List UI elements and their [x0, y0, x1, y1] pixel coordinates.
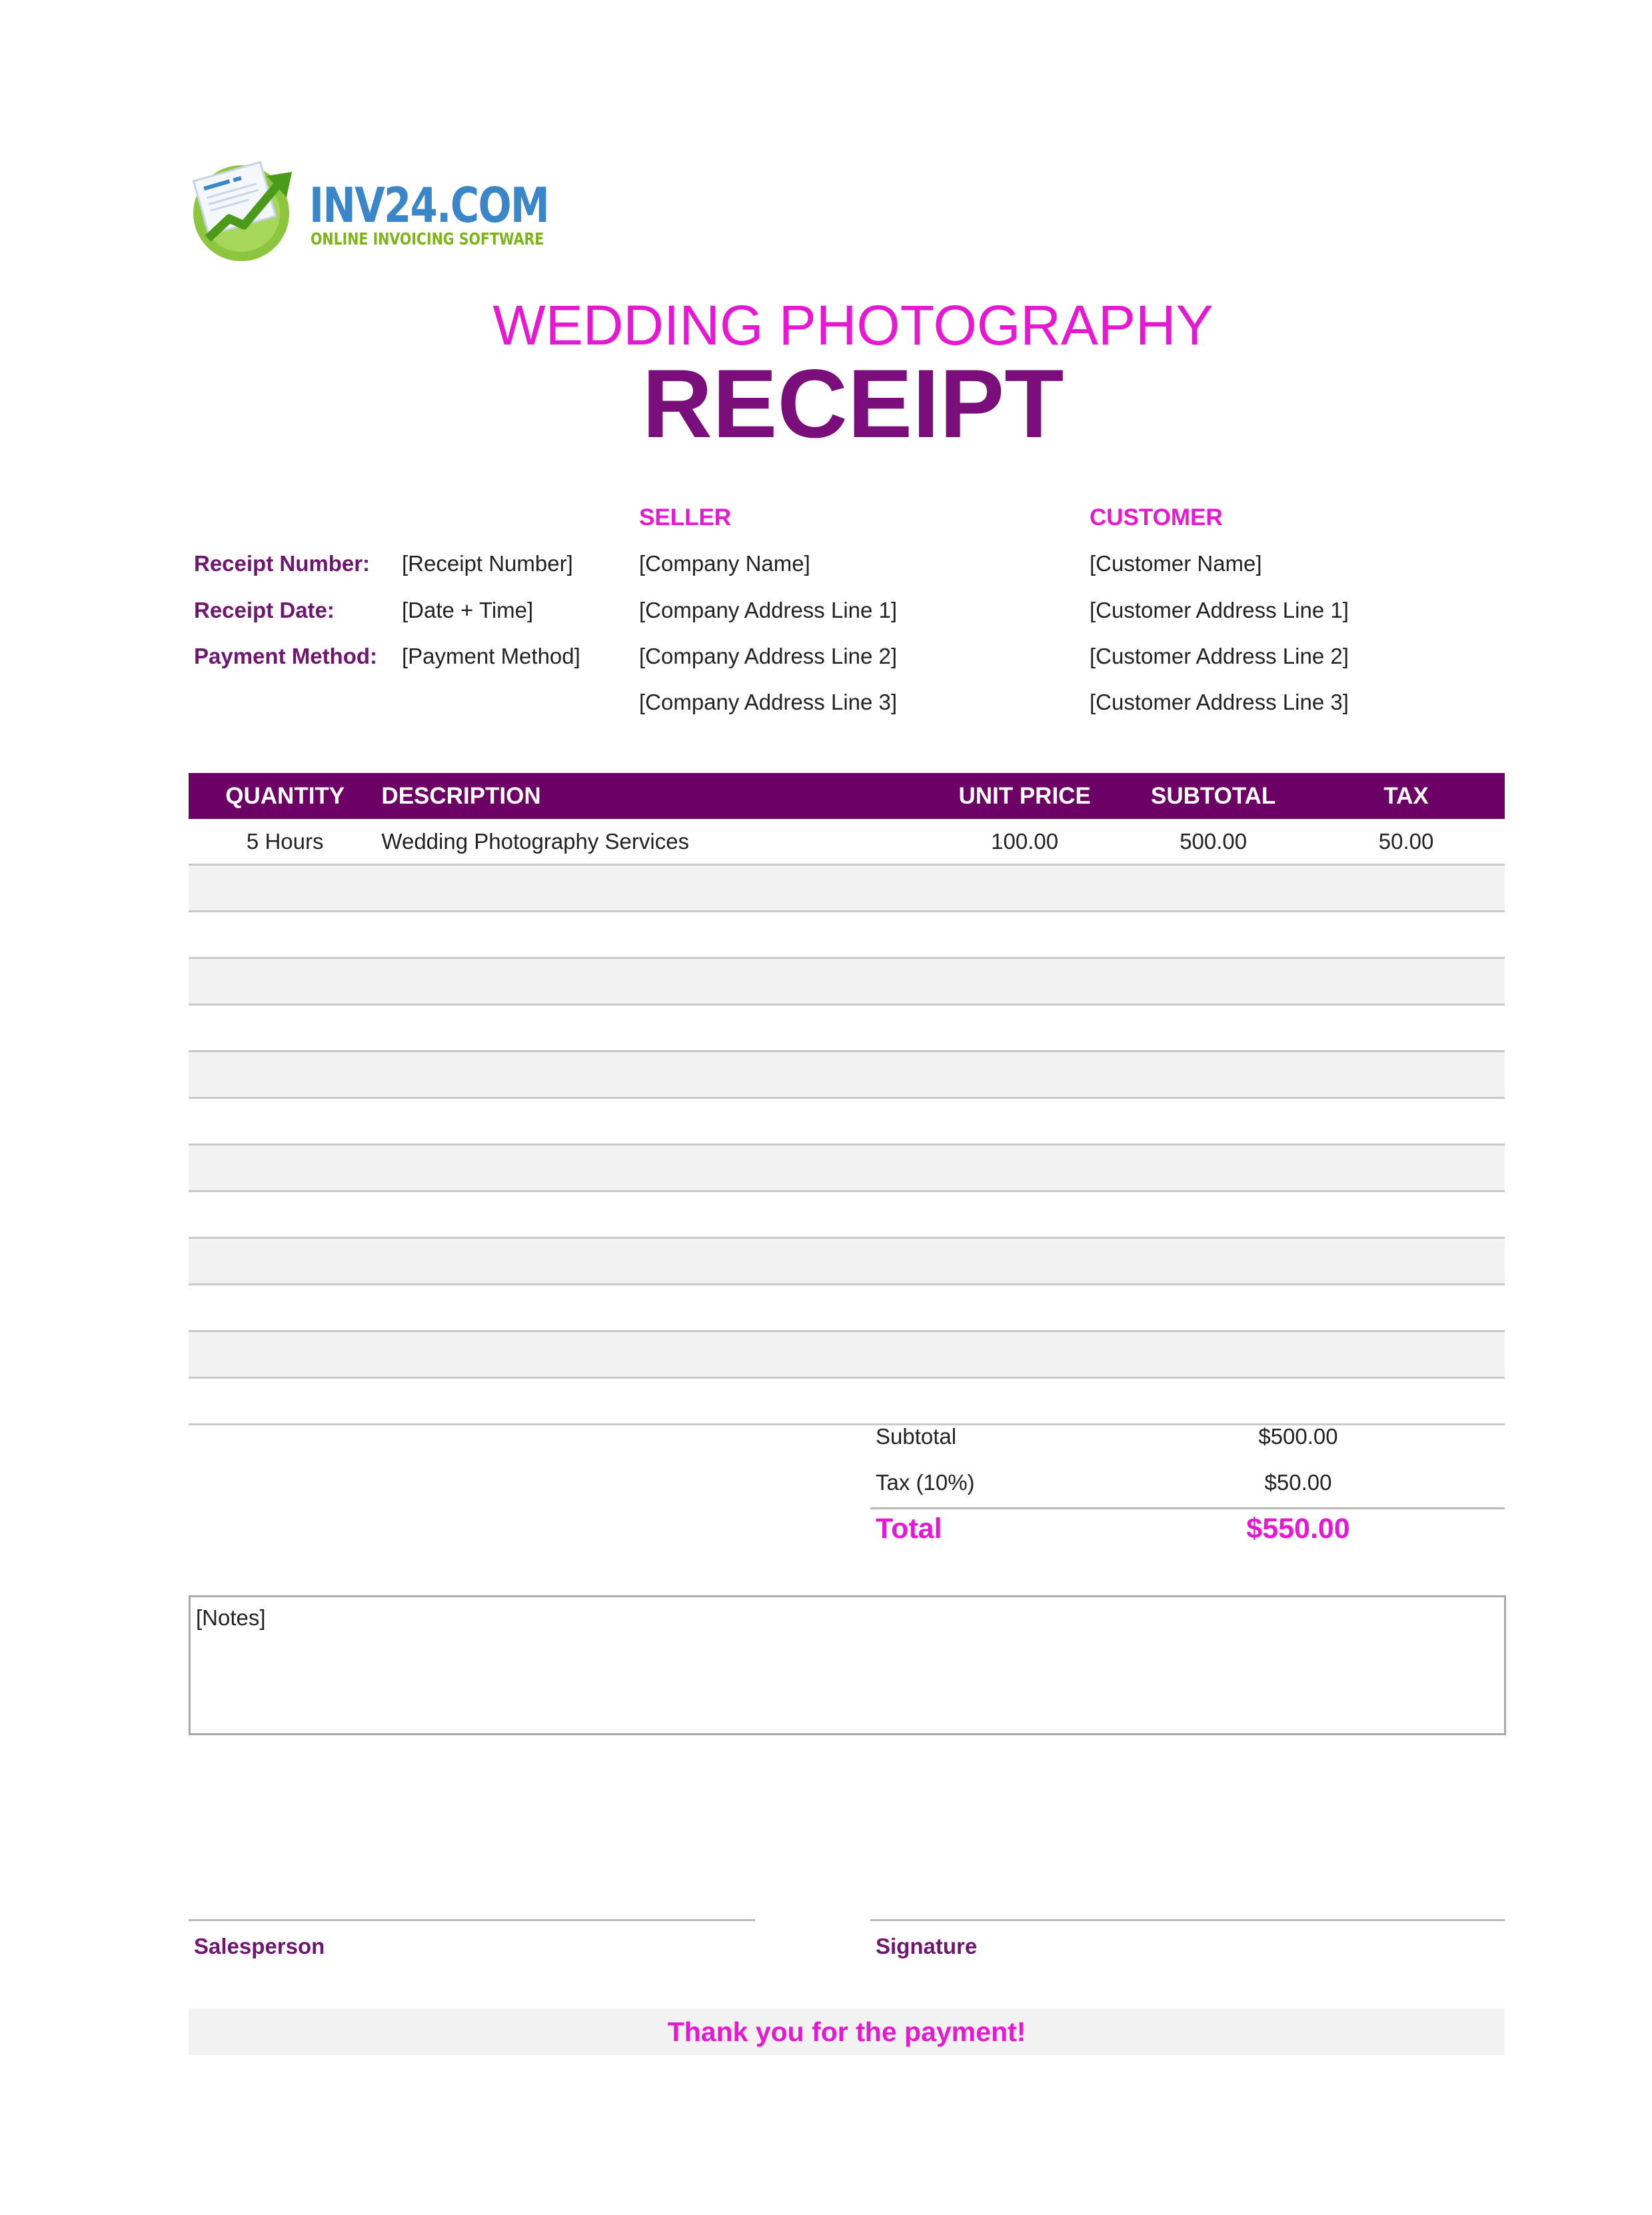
subtotal-label: Subtotal	[876, 1424, 957, 1449]
receipt-number-label: Receipt Number:	[194, 551, 371, 576]
total-value: $550.00	[1246, 1513, 1350, 1545]
row-quantity: 5 Hours	[246, 828, 324, 854]
tax-label: Tax (10%)	[876, 1470, 975, 1495]
receipt-date-label: Receipt Date:	[194, 598, 335, 622]
col-description-header: DESCRIPTION	[381, 782, 541, 809]
row-unit-price: 100.00	[991, 828, 1059, 854]
table-row-empty	[189, 1379, 1505, 1425]
receipt-title: RECEIPT	[642, 349, 1064, 458]
seller-heading: SELLER	[639, 504, 732, 530]
table-row-empty	[189, 912, 1505, 959]
signature-label: Signature	[876, 1934, 978, 1958]
table-row-empty	[189, 1006, 1505, 1052]
thank-you-banner: Thank you for the payment!	[189, 2008, 1505, 2055]
customer-address-line-2: [Customer Address Line 2]	[1090, 644, 1349, 668]
total-label: Total	[876, 1513, 942, 1545]
table-row-empty	[189, 1332, 1505, 1379]
brand-logo	[188, 152, 549, 265]
table-row-empty	[189, 1239, 1505, 1285]
row-subtotal: 500.00	[1180, 828, 1247, 854]
table-row-empty	[189, 1285, 1505, 1332]
receipt-number-value: [Receipt Number]	[402, 551, 573, 576]
col-tax-header: TAX	[1383, 782, 1429, 809]
col-quantity-header: QUANTITY	[225, 782, 345, 809]
table-header	[189, 773, 1505, 819]
table-row-empty	[189, 1099, 1505, 1145]
col-unit-price-header: UNIT PRICE	[958, 782, 1091, 809]
col-subtotal-header: SUBTOTAL	[1151, 782, 1276, 809]
seller-address-line-1: [Company Address Line 1]	[639, 598, 898, 622]
table-row-empty	[189, 1145, 1505, 1192]
payment-method-value: [Payment Method]	[402, 644, 580, 668]
salesperson-line	[189, 1919, 755, 1921]
customer-address-line-1: [Customer Address Line 1]	[1090, 598, 1349, 622]
subtotal-value: $500.00	[1258, 1424, 1338, 1449]
brand-tagline: ONLINE INVOICING SOFTWARE	[311, 229, 544, 249]
row-tax: 50.00	[1378, 828, 1434, 854]
seller-address-line-2: [Company Address Line 2]	[639, 644, 898, 668]
seller-company-name: [Company Name]	[639, 551, 810, 576]
table-row-empty	[189, 1052, 1505, 1099]
table-row-empty	[189, 866, 1505, 912]
tax-value: $50.00	[1264, 1470, 1332, 1495]
table-row-empty	[189, 959, 1505, 1006]
brand-name: INV24.COM	[309, 177, 549, 233]
items-table	[189, 773, 1505, 1425]
receipt-subtitle: WEDDING PHOTOGRAPHY	[492, 294, 1214, 357]
table-row-empty	[189, 1192, 1505, 1239]
notes-text: [Notes]	[196, 1605, 266, 1630]
row-description: Wedding Photography Services	[381, 828, 690, 854]
salesperson-label: Salesperson	[194, 1934, 325, 1958]
payment-method-label: Payment Method:	[194, 644, 378, 668]
invoice-growth-icon	[188, 152, 301, 265]
customer-heading: CUSTOMER	[1090, 504, 1223, 530]
receipt-date-value: [Date + Time]	[402, 598, 534, 622]
customer-name: [Customer Name]	[1090, 551, 1262, 576]
customer-address-line-3: [Customer Address Line 3]	[1090, 690, 1349, 714]
notes-box[interactable]	[189, 1595, 1506, 1735]
table-row	[189, 819, 1505, 866]
seller-address-line-3: [Company Address Line 3]	[639, 690, 898, 714]
totals-divider	[870, 1507, 1505, 1509]
signature-line	[870, 1919, 1505, 1921]
